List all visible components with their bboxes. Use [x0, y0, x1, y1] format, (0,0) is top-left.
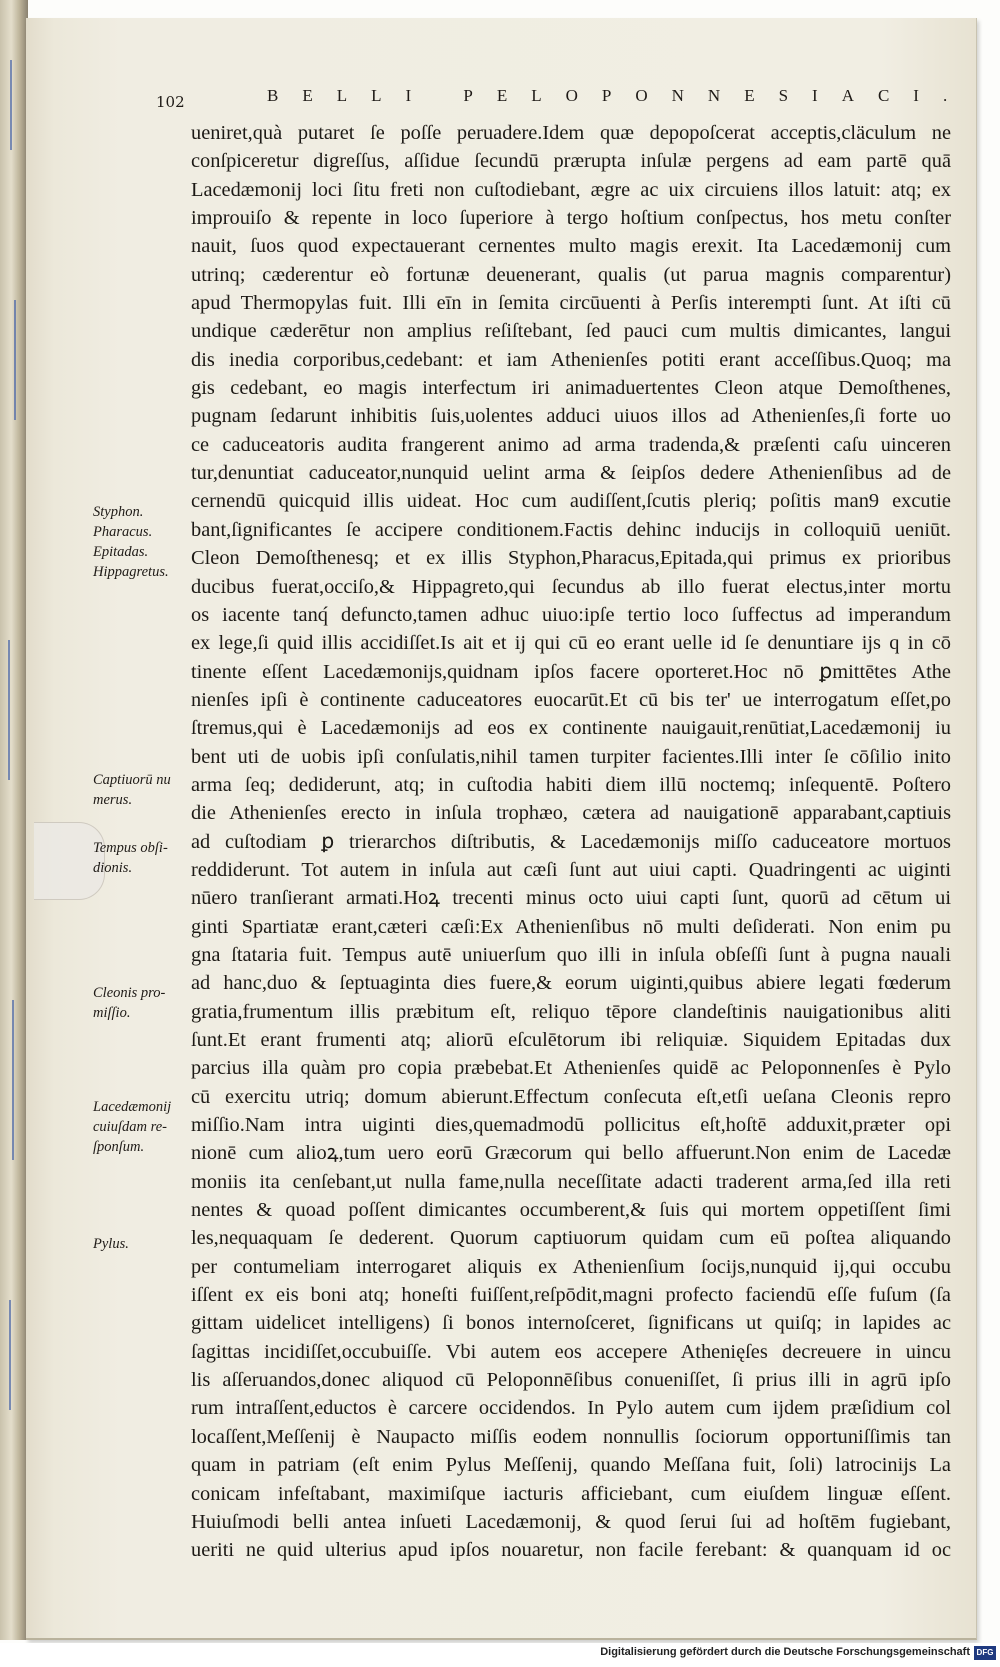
text-line: nienſes ipſi è continente caduceatores euocarūt.Et cū bis ter' ue interrogatum eſſet,po — [191, 688, 951, 711]
marginal-note-line: Epitadas. — [93, 544, 149, 560]
text-line: utrinq; cæderentur eò fortunæ deuenerant, qualis (ut parua magnis comparentur) — [191, 263, 951, 286]
text-line: ueniret,quà putaret ſe poſſe peruadere.Idem quæ depopoſcerat acceptis,cläculum ne — [191, 122, 951, 144]
text-line: cernendū quicquid illis uideat. Hoc cum audiſſent,ſcutis pleriq; poſitis man9 excutie — [191, 490, 951, 513]
text-line: undique cæderētur non amplius reſiſtebant, ſed pauci cum multis dimicantes, langui — [191, 320, 951, 343]
text-line: reddiderunt. Tot autem in inſula aut cæſi ſunt aut uiui capti. Quadringenti ac uiginti — [191, 858, 951, 881]
marginal-note-line: ſponſum. — [93, 1139, 145, 1155]
text-line: improuiſo & repente in loco ſuperiore à tergo hoſtium conſpectus, hos metu conſter — [191, 207, 951, 230]
text-line: per contumeliam interrogaret aliquis ex Athenienſium ſocijs,nunquid ij,qui occubu — [191, 1255, 951, 1278]
text-line: os iacente tanq́ defuncto,tamen adhuc uiuo:ipſe tertio loco ſuffectus ad imperandum — [191, 603, 951, 626]
body-text — [191, 119, 951, 1565]
text-line: apud Thermopylas fuit. Illi eīn in ſemita circūuenti à Perſis interempti ſunt. At iſti cū — [191, 292, 951, 315]
text-line: Lacedæmonij loci ſitu freti non cuſtodiebant, ægre ac uix circuiens illos latuit: atq; ex — [191, 178, 951, 201]
text-line: ex lege,ſi quid illis accidiſſet.Is ait et ij qui cū eo erant uelle id ſe denuntiare ijs q in cō — [191, 632, 951, 655]
running-head: BELLI PELOPONNESIACI. — [267, 86, 972, 105]
footer-bar — [0, 1643, 1000, 1667]
text-line: ginti Spartiatæ erant,cæteri cæſi:Ex Athenienſibus nō multi deſiderati. Non enim pu — [191, 915, 951, 938]
text-line: lis aſſeruandos,donec aliquod cū Peloponnēſibus conueniſſet, ſi prius illi in agrū ipſo — [191, 1369, 951, 1392]
text-line: parcius illa quàm pro copia præbebat.Et Athenienſes quidē ac Peloponnenſes è Pylo — [191, 1057, 951, 1080]
text-line: ducibus fuerat,occiſo,& Hippagreto,qui ſecundus ab illo fuerat electus,inter mortu — [191, 575, 951, 598]
text-line: nentes & quoad poſſent dimicantes occumberent,& ſuis qui mortem oppetiſſent ſimi — [191, 1199, 951, 1222]
marginal-note-line: merus. — [93, 792, 133, 808]
text-line: ce caduceatoris audita frangerent animo ad arma tradenda,& præſenti caſu uinceren — [191, 433, 951, 456]
marginal-note-line: Hippagretus. — [93, 564, 169, 580]
text-line: ſtremus,qui è Lacedæmonijs ad eos ex continente nauigauit,renūtiat,Lacedæmonij iu — [191, 717, 951, 740]
text-line: Huiuſmodi belli antea inſueti Lacedæmonij, & quod ſerui ſui ad hoſtēm fugiebant, — [191, 1510, 951, 1533]
marginal-note-line: Styphon. — [93, 504, 144, 520]
text-line: ſunt.Et erant frumenti atq; aliorū eſculētorum ibi reliquiæ. Siquidem Epitadas dux — [191, 1029, 951, 1051]
binding-ink-mark — [14, 300, 16, 420]
marginal-note-line: Pylus. — [93, 1236, 129, 1252]
text-line: Cleon Demoſthenesq; et ex illis Styphon,Pharacus,Epitada,qui primus ex prioribus — [191, 547, 951, 570]
text-line: nionē cum alioꝝ,tum uero eorū Græcorum qui bello affuerunt.Non enim de Lacedæ — [191, 1142, 951, 1165]
marginal-note-cleon — [93, 983, 193, 1023]
text-line: ad cuſtodiam ꝑ trierarchos diſtributis, & Lacedæmonijs miſſo caduceatore mortuos — [191, 830, 951, 853]
marginal-note-line: miſſio. — [93, 1005, 131, 1021]
text-line: die Athenienſes erecto in inſula trophæo, cætera ad nauigationē apparabant,captiuis — [191, 802, 951, 825]
text-line: bent uti de uobis ipſi conſulatis,nihil tamen turpiter facientes.Illi inter ſe cōſilio inito — [191, 745, 951, 768]
text-line: miſſio.Nam intra uiginti dies,quemadmodū pollicitus eſt,hoſtē adduxit,præter opi — [191, 1114, 951, 1137]
marginal-note-captives — [93, 770, 193, 810]
marginal-note-siege — [93, 838, 193, 878]
marginal-note-line: Captiuorū nu — [93, 772, 171, 788]
text-line: bant,ſignificantes ſe accipere conditionem.Factis dehinc inducijs in colloquiū ueniūt. — [191, 518, 951, 541]
text-line: nūero tranſierant armati.Hoꝝ trecenti minus octo uiui capti ſunt, quorū ad cētum ui — [191, 887, 951, 910]
text-line: rum intraſſent,eductos è carcere occidendos. In Pylo autem cum ijdem præſidium col — [191, 1397, 951, 1420]
text-line: tur,denuntiat caduceator,nunquid uelint arma & ſeipſos dedere Athenienſibus ad de — [191, 462, 951, 485]
marginal-note-line: Pharacus. — [93, 524, 153, 540]
text-line: ad hanc,duo & ſeptuaginta dies fuere,& eorum uiginti,quibus abiere legati fœderum — [191, 972, 951, 995]
text-line: quam in patriam (eſt enim Pylus Meſſenij, quando Meſſana fuit, ſoli) latrocinijs La — [191, 1454, 951, 1477]
marginal-note-line: dionis. — [93, 860, 133, 876]
funding-credit: Digitalisierung gefördert durch die Deutsche Forschungsgemeinschaft — [600, 1646, 970, 1658]
dfg-logo: DFG — [974, 1646, 996, 1660]
text-line: les,nequaquam ſe dederent. Quorum captiuorum quidam cum eū poſtea aliquando — [191, 1227, 951, 1250]
marginal-note-names — [93, 502, 193, 582]
binding-ink-mark — [9, 1300, 11, 1410]
text-line: ueriti ne quid ulterius apud ipſos nouaretur, non facile ferebant: & quanquam id oc — [191, 1539, 951, 1562]
text-line: gna ſtataria fuit. Tempus autē uniuerſum quo illi in inſula obſeſſi ſunt à pugna nauali — [191, 943, 951, 966]
text-line: tinente eſſent Lacedæmonijs,quidnam ipſos facere oporteret.Hoc nō ꝑmittētes Athe — [191, 660, 951, 683]
text-line: cū exercitu utriq; domum abierunt.Effectum conſecuta eſt,etſi ueſana Cleonis repro — [191, 1085, 951, 1108]
binding-ink-mark — [10, 60, 12, 150]
marginal-note-line: Tempus obſi- — [93, 840, 168, 856]
text-line: gratia,frumentum illis præbitum eſt, reliquo tēpore clandeſtinis nauigationibus aliti — [191, 1000, 951, 1023]
binding-ink-mark — [8, 640, 10, 780]
text-line: dis inedia corporibus,cedebant: et iam Athenienſes potiti erant acceſſibus.Quoq; ma — [191, 348, 951, 371]
marginal-note-response — [93, 1097, 193, 1157]
book-binding — [0, 0, 28, 1640]
text-line: conicam infeſtabant, maximiſque iacturis afficiebant, cum eiuſdem linguæ eſſent. — [191, 1482, 951, 1505]
binding-ink-mark — [12, 1000, 14, 1160]
text-line: arma ſeq; dediderunt, atq; in cuſtodia habiti diem illū noctemq; inſequentē. Poſtero — [191, 773, 951, 796]
marginal-note-line: Cleonis pro- — [93, 985, 166, 1001]
text-line: ſagittas incidiſſet,occubuiſſe. Vbi autem eos accepere Athenięſes decreuere in uincu — [191, 1340, 951, 1363]
text-line: nauit, ſuos quod expectauerant cernentes multo magis erexit. Ita Lacedæmonij cum — [191, 235, 951, 258]
marginal-note-pylus — [93, 1234, 193, 1254]
marginal-note-line: Lacedæmonij — [93, 1099, 172, 1115]
page-number: 102 — [156, 93, 185, 111]
text-line: gittam uidelicet intelligens) ſi bonos internoſceret, ſignificans ut quiſq; in lapides ac — [191, 1312, 951, 1335]
marginal-note-line: cuiuſdam re- — [93, 1119, 167, 1135]
text-line: pugnam ſedarunt inhibitis ſuis,uolentes adduci uiuos illos ad Athenienſes,ſi forte uo — [191, 405, 951, 428]
text-line: iſſent ex eis boni atq; honeſti fuiſſent,reſpōdit,magni profecto faciendū eſſe fuſum (ſa — [191, 1284, 951, 1307]
text-line: moniis ita cenſebant,ut nulla fame,nulla neceſſitate adacti traderent arma,ſed illa reti — [191, 1170, 951, 1193]
text-line: gis cedebant, eo magis interfectum iri animaduertentes Cleon atque Demoſthenes, — [191, 377, 951, 400]
text-line: conſpiceretur digreſſus, aſſidue ſecundū prærupta inſulæ pergens ad eam partē quā — [191, 150, 951, 173]
text-line: locaſſent,Meſſenij è Naupacto miſſis eodem nonnullis ſociorum opportuniſſimis tan — [191, 1425, 951, 1448]
